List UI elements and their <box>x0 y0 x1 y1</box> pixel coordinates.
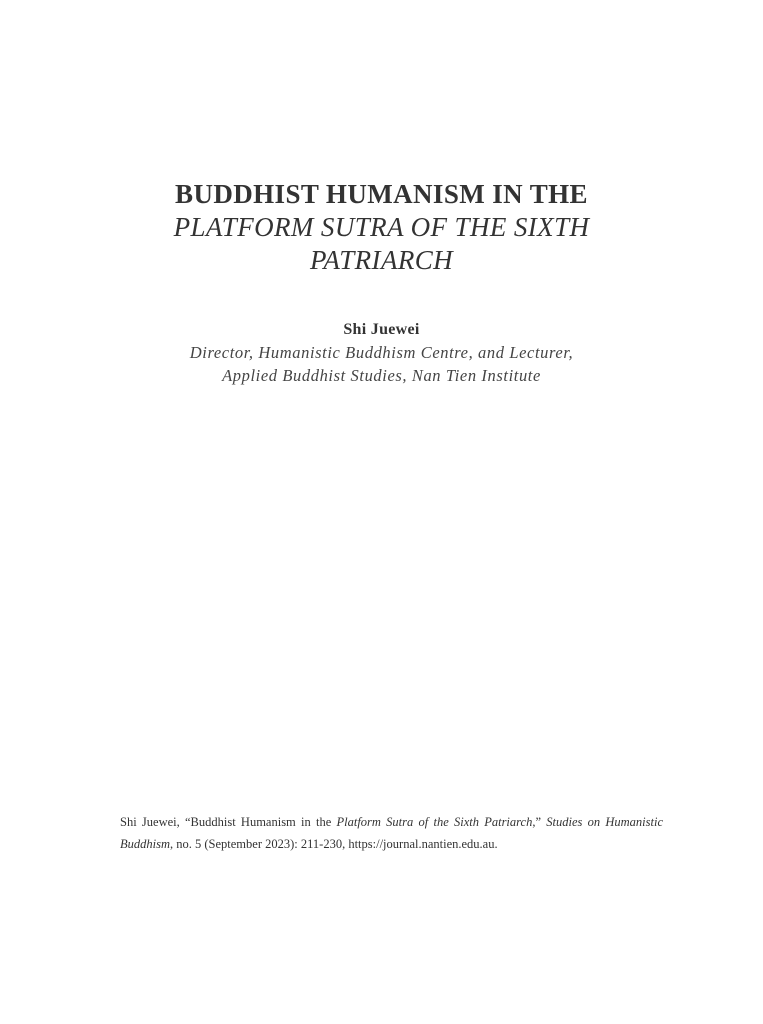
title-line-2: PLATFORM SUTRA OF THE SIXTH <box>173 212 590 242</box>
title-line-1: BUDDHIST HUMANISM IN THE <box>175 179 588 209</box>
citation-article-title: Platform Sutra of the Sixth Patriarch <box>336 815 533 829</box>
affiliation-line-1: Director, Humanistic Buddhism Centre, and Lecturer, <box>189 343 574 362</box>
article-title <box>0 178 763 277</box>
affiliation-line-2: Applied Buddhist Studies, Nan Tien Institute <box>222 366 541 385</box>
citation-footnote <box>120 811 663 855</box>
citation-author-prefix: Shi Juewei, “Buddhist Humanism in the <box>120 815 337 829</box>
citation-details: , no. 5 (September 2023): 211-230, https://journal.nantien.edu.au. <box>170 837 498 851</box>
citation-separator: ,” <box>532 815 547 829</box>
author-block <box>0 319 763 387</box>
author-name: Shi Juewei <box>343 321 420 338</box>
title-line-3: PATRIARCH <box>309 245 454 275</box>
citation-journal-title: Studies on Humanistic Buddhism <box>120 815 664 851</box>
